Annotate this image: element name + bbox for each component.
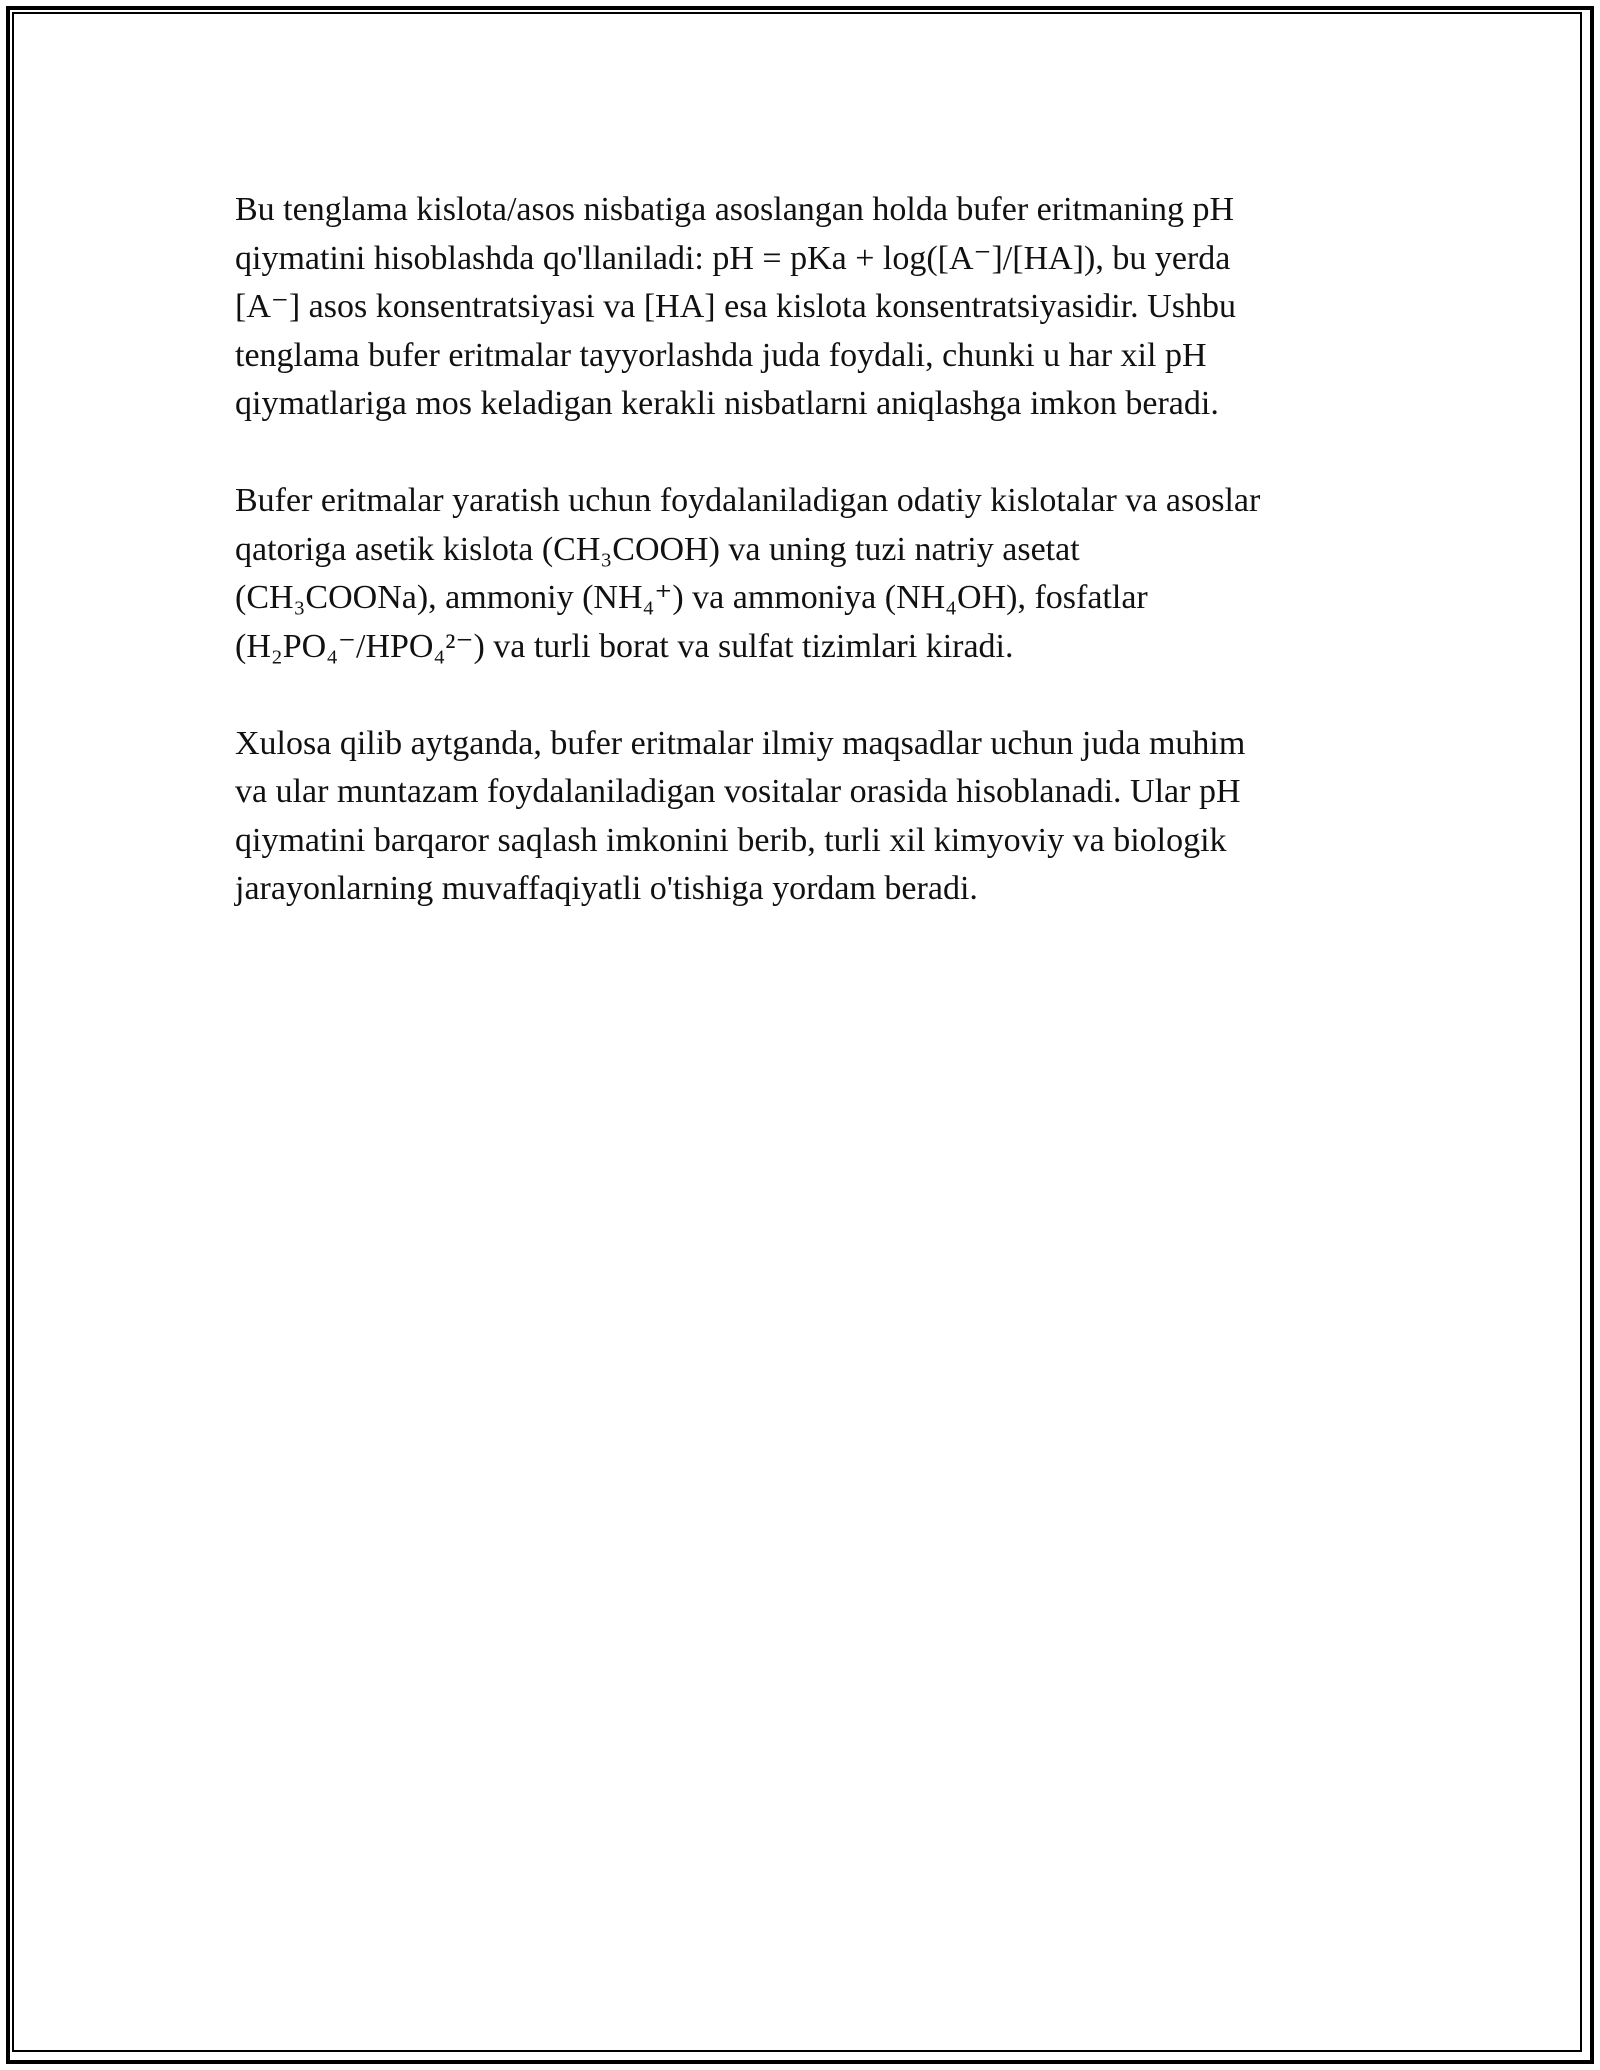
paragraph-common-buffers: [235, 477, 1365, 671]
paragraph-conclusion: [235, 720, 1365, 914]
text-line: (CH₃COONa), ammoniy (NH₄⁺) va ammoniya (NH₄OH), fosfatlar: [235, 579, 1148, 616]
text-line: qatoriga asetik kislota (CH₃COOH) va uning tuzi natriy asetat: [235, 530, 1080, 568]
document-body: [235, 186, 1365, 962]
text-line: [A⁻] asos konsentratsiyasi va [HA] esa kislota konsentratsiyasidir. Ushbu: [235, 288, 1236, 325]
text-line: va ular muntazam foydalaniladigan vositalar orasida hisoblanadi. Ular pH: [235, 773, 1241, 810]
text-line: jarayonlarning muvaffaqiyatli o'tishiga yordam beradi.: [235, 870, 978, 907]
paragraph-henderson-equation: [235, 186, 1365, 429]
text-line: qiymatini barqaror saqlash imkonini berib, turli xil kimyoviy va biologik: [235, 821, 1227, 859]
text-line: tenglama bufer eritmalar tayyorlashda juda foydali, chunki u har xil pH: [235, 336, 1207, 374]
text-line: qiymatlariga mos keladigan kerakli nisbatlarni aniqlashga imkon beradi.: [235, 385, 1219, 422]
text-line: Xulosa qilib aytganda, bufer eritmalar ilmiy maqsadlar uchun juda muhim: [235, 724, 1246, 762]
text-line: (H₂PO₄⁻/HPO₄²⁻) va turli borat va sulfat tizimlari kiradi.: [235, 627, 1014, 665]
text-line: Bu tenglama kislota/asos nisbatiga asoslangan holda bufer eritmaning pH: [235, 191, 1234, 228]
text-line: qiymatini hisoblashda qo'llaniladi: pH = pKa + log([A⁻]/[HA]), bu yerda: [235, 239, 1231, 277]
text-line: Bufer eritmalar yaratish uchun foydalaniladigan odatiy kislotalar va asoslar: [235, 482, 1261, 519]
